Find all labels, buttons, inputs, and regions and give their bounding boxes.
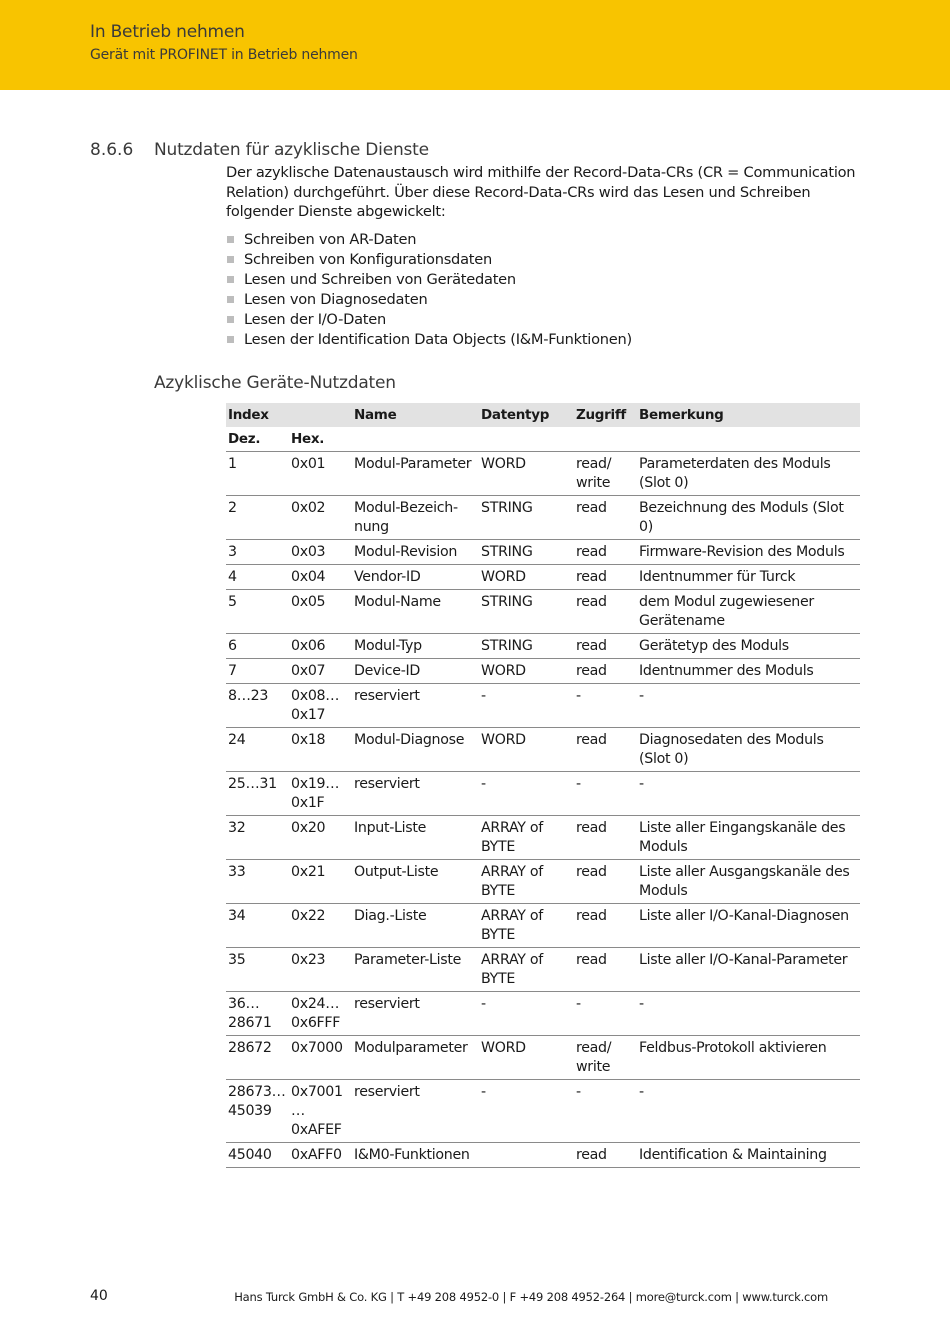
list-item: Lesen von Diagnosedaten bbox=[226, 290, 632, 310]
cell-hex: 0x19… 0x1F bbox=[289, 772, 352, 816]
section-number: 8.6.6 bbox=[90, 140, 134, 160]
table-row bbox=[226, 1143, 860, 1168]
cell-name: Diag.-Liste bbox=[352, 904, 479, 948]
header-title: In Betrieb nehmen bbox=[90, 22, 245, 42]
cell-bemerkung: Parameterdaten des Moduls (Slot 0) bbox=[637, 452, 860, 496]
cell-dez: 25…31 bbox=[226, 772, 289, 816]
cell-hex: 0x03 bbox=[289, 540, 352, 565]
cell-datentyp: STRING bbox=[479, 540, 574, 565]
service-list bbox=[226, 230, 632, 350]
cell-bemerkung: Gerätetyp des Moduls bbox=[637, 634, 860, 659]
footer-company: Hans Turck GmbH & Co. KG | T +49 208 4952-0 | F +49 208 4952-264 | more@turck.com | www.turck.com bbox=[234, 1290, 828, 1304]
cell-name: Vendor-ID bbox=[352, 565, 479, 590]
cell-zugriff: read bbox=[574, 728, 637, 772]
header-datentyp: Datentyp bbox=[479, 403, 574, 427]
cell-dez: 36… 28671 bbox=[226, 992, 289, 1036]
table-row bbox=[226, 860, 860, 904]
cell-name: Modul-Diagnose bbox=[352, 728, 479, 772]
intro-paragraph: Der azyklische Datenaustausch wird mithilfe der Record-Data-CRs (CR = Communication Relation) durchgeführt. Über diese Record-Data-CRs wird das Lesen und Schreiben folgender Dienste abgewickelt: bbox=[226, 164, 856, 220]
cell-datentyp: - bbox=[479, 992, 574, 1036]
cell-hex: 0x04 bbox=[289, 565, 352, 590]
nutzdaten-table bbox=[226, 403, 860, 1168]
bullet-square-icon bbox=[227, 316, 234, 323]
list-item: Schreiben von AR-Daten bbox=[226, 230, 632, 250]
table-row bbox=[226, 659, 860, 684]
cell-hex: 0x20 bbox=[289, 816, 352, 860]
cell-name: Modul-Name bbox=[352, 590, 479, 634]
page-number: 40 bbox=[90, 1288, 108, 1304]
header-dez: Dez. bbox=[226, 427, 289, 452]
cell-dez: 34 bbox=[226, 904, 289, 948]
bullet-square-icon bbox=[227, 276, 234, 283]
cell-name: I&M0-Funktionen bbox=[352, 1143, 479, 1168]
cell-hex: 0x7001 … 0xAFEF bbox=[289, 1080, 352, 1143]
cell-datentyp: ARRAY of BYTE bbox=[479, 904, 574, 948]
cell-dez: 1 bbox=[226, 452, 289, 496]
cell-bemerkung: Identnummer des Moduls bbox=[637, 659, 860, 684]
cell-zugriff: - bbox=[574, 992, 637, 1036]
cell-hex: 0x7000 bbox=[289, 1036, 352, 1080]
cell-zugriff: read bbox=[574, 860, 637, 904]
cell-zugriff: read bbox=[574, 904, 637, 948]
cell-name: Modul-Bezeich-nung bbox=[352, 496, 479, 540]
cell-bemerkung: Liste aller Ausgangskanäle des Moduls bbox=[637, 860, 860, 904]
table-row bbox=[226, 634, 860, 659]
table-row bbox=[226, 1036, 860, 1080]
cell-zugriff: read bbox=[574, 816, 637, 860]
table-row bbox=[226, 590, 860, 634]
header-subtitle: Gerät mit PROFINET in Betrieb nehmen bbox=[90, 47, 358, 63]
cell-hex: 0x22 bbox=[289, 904, 352, 948]
cell-datentyp: - bbox=[479, 684, 574, 728]
cell-hex: 0x05 bbox=[289, 590, 352, 634]
cell-dez: 28673… 45039 bbox=[226, 1080, 289, 1143]
table-title: Azyklische Geräte-Nutzdaten bbox=[154, 373, 396, 393]
table-row bbox=[226, 904, 860, 948]
table-row bbox=[226, 1080, 860, 1143]
cell-zugriff: read bbox=[574, 948, 637, 992]
table-row bbox=[226, 496, 860, 540]
cell-datentyp: WORD bbox=[479, 565, 574, 590]
cell-bemerkung: Diagnosedaten des Moduls (Slot 0) bbox=[637, 728, 860, 772]
cell-dez: 4 bbox=[226, 565, 289, 590]
cell-hex: 0x07 bbox=[289, 659, 352, 684]
cell-dez: 24 bbox=[226, 728, 289, 772]
cell-dez: 8…23 bbox=[226, 684, 289, 728]
cell-bemerkung: - bbox=[637, 772, 860, 816]
cell-dez: 6 bbox=[226, 634, 289, 659]
cell-hex: 0x24… 0x6FFF bbox=[289, 992, 352, 1036]
cell-zugriff: read bbox=[574, 496, 637, 540]
page-header bbox=[0, 0, 950, 90]
bullet-square-icon bbox=[227, 236, 234, 243]
cell-dez: 28672 bbox=[226, 1036, 289, 1080]
cell-datentyp: - bbox=[479, 1080, 574, 1143]
cell-hex: 0x06 bbox=[289, 634, 352, 659]
cell-bemerkung: - bbox=[637, 684, 860, 728]
header-index: Index bbox=[226, 403, 352, 427]
cell-hex: 0x08… 0x17 bbox=[289, 684, 352, 728]
cell-zugriff: read/ write bbox=[574, 1036, 637, 1080]
cell-datentyp: ARRAY of BYTE bbox=[479, 948, 574, 992]
cell-bemerkung: Firmware-Revision des Moduls bbox=[637, 540, 860, 565]
bullet-square-icon bbox=[227, 336, 234, 343]
cell-zugriff: - bbox=[574, 772, 637, 816]
cell-bemerkung: Feldbus-Protokoll aktivieren bbox=[637, 1036, 860, 1080]
cell-name: Modul-Parameter bbox=[352, 452, 479, 496]
cell-name: reserviert bbox=[352, 684, 479, 728]
cell-dez: 5 bbox=[226, 590, 289, 634]
cell-name: Modul-Typ bbox=[352, 634, 479, 659]
cell-hex: 0x18 bbox=[289, 728, 352, 772]
cell-name: Modul-Revision bbox=[352, 540, 479, 565]
cell-dez: 2 bbox=[226, 496, 289, 540]
cell-zugriff: - bbox=[574, 684, 637, 728]
table-subheader-row bbox=[226, 427, 860, 452]
bullet-square-icon bbox=[227, 256, 234, 263]
cell-hex: 0xAFF0 bbox=[289, 1143, 352, 1168]
cell-datentyp: ARRAY of BYTE bbox=[479, 860, 574, 904]
cell-name: reserviert bbox=[352, 992, 479, 1036]
header-name: Name bbox=[352, 403, 479, 427]
cell-bemerkung: - bbox=[637, 992, 860, 1036]
cell-hex: 0x21 bbox=[289, 860, 352, 904]
cell-bemerkung: Identnummer für Turck bbox=[637, 565, 860, 590]
cell-hex: 0x02 bbox=[289, 496, 352, 540]
cell-name: reserviert bbox=[352, 1080, 479, 1143]
table-row bbox=[226, 816, 860, 860]
cell-name: Output-Liste bbox=[352, 860, 479, 904]
cell-datentyp: STRING bbox=[479, 496, 574, 540]
cell-datentyp: STRING bbox=[479, 634, 574, 659]
cell-zugriff: read bbox=[574, 1143, 637, 1168]
section-title: Nutzdaten für azyklische Dienste bbox=[154, 140, 429, 160]
table-row bbox=[226, 565, 860, 590]
cell-datentyp: WORD bbox=[479, 452, 574, 496]
cell-datentyp: - bbox=[479, 772, 574, 816]
cell-hex: 0x01 bbox=[289, 452, 352, 496]
cell-bemerkung: Bezeichnung des Moduls (Slot 0) bbox=[637, 496, 860, 540]
cell-bemerkung: Identification & Maintaining bbox=[637, 1143, 860, 1168]
cell-bemerkung: - bbox=[637, 1080, 860, 1143]
cell-name: Parameter-Liste bbox=[352, 948, 479, 992]
cell-bemerkung: Liste aller I/O-Kanal-Parameter bbox=[637, 948, 860, 992]
table-header-row bbox=[226, 403, 860, 427]
table-row bbox=[226, 948, 860, 992]
bullet-square-icon bbox=[227, 296, 234, 303]
cell-dez: 32 bbox=[226, 816, 289, 860]
cell-dez: 3 bbox=[226, 540, 289, 565]
table-row bbox=[226, 452, 860, 496]
cell-zugriff: read bbox=[574, 590, 637, 634]
header-bemerkung: Bemerkung bbox=[637, 403, 860, 427]
cell-bemerkung: Liste aller Eingangskanäle des Moduls bbox=[637, 816, 860, 860]
list-item: Lesen und Schreiben von Gerätedaten bbox=[226, 270, 632, 290]
table-row bbox=[226, 728, 860, 772]
cell-dez: 33 bbox=[226, 860, 289, 904]
table-row bbox=[226, 772, 860, 816]
header-hex: Hex. bbox=[289, 427, 352, 452]
table-row bbox=[226, 540, 860, 565]
table-row bbox=[226, 684, 860, 728]
header-zugriff: Zugriff bbox=[574, 403, 637, 427]
cell-dez: 35 bbox=[226, 948, 289, 992]
cell-hex: 0x23 bbox=[289, 948, 352, 992]
cell-dez: 45040 bbox=[226, 1143, 289, 1168]
cell-dez: 7 bbox=[226, 659, 289, 684]
cell-zugriff: - bbox=[574, 1080, 637, 1143]
cell-datentyp: STRING bbox=[479, 590, 574, 634]
cell-name: Modulparameter bbox=[352, 1036, 479, 1080]
cell-name: Device-ID bbox=[352, 659, 479, 684]
cell-datentyp: WORD bbox=[479, 1036, 574, 1080]
cell-datentyp: WORD bbox=[479, 728, 574, 772]
table-row bbox=[226, 992, 860, 1036]
cell-bemerkung: dem Modul zugewiesener Gerätename bbox=[637, 590, 860, 634]
cell-datentyp bbox=[479, 1143, 574, 1168]
cell-zugriff: read/ write bbox=[574, 452, 637, 496]
cell-zugriff: read bbox=[574, 540, 637, 565]
cell-zugriff: read bbox=[574, 565, 637, 590]
cell-name: Input-Liste bbox=[352, 816, 479, 860]
cell-zugriff: read bbox=[574, 659, 637, 684]
cell-zugriff: read bbox=[574, 634, 637, 659]
list-item: Schreiben von Konfigurationsdaten bbox=[226, 250, 632, 270]
cell-name: reserviert bbox=[352, 772, 479, 816]
cell-datentyp: WORD bbox=[479, 659, 574, 684]
cell-datentyp: ARRAY of BYTE bbox=[479, 816, 574, 860]
list-item: Lesen der Identification Data Objects (I&M-Funktionen) bbox=[226, 330, 632, 350]
list-item: Lesen der I/O-Daten bbox=[226, 310, 632, 330]
cell-bemerkung: Liste aller I/O-Kanal-Diagnosen bbox=[637, 904, 860, 948]
